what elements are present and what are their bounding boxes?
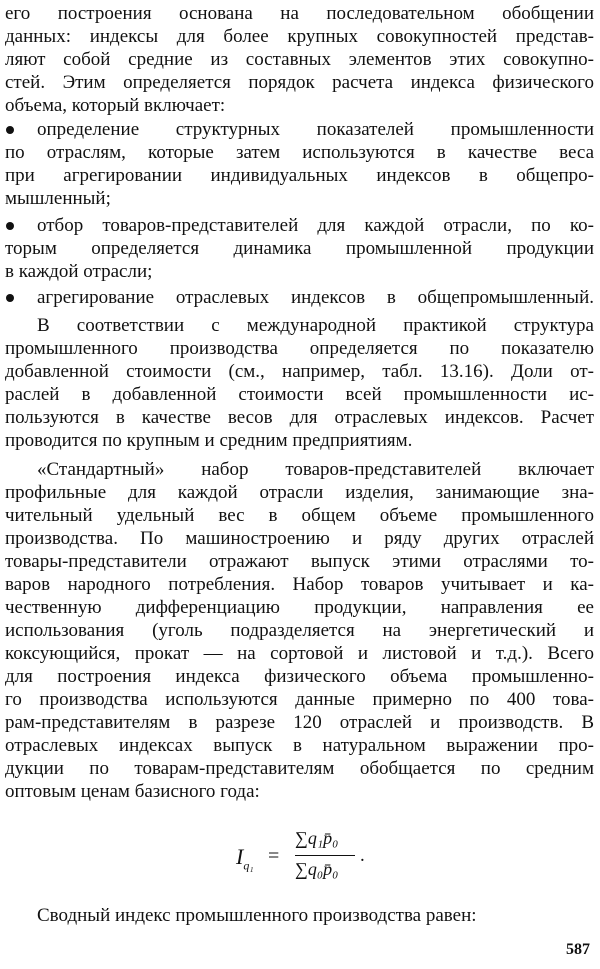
- paragraph-line: «Стандартный» набор товаров-представителей включает: [37, 459, 594, 480]
- bullet-dot: [6, 126, 14, 134]
- paragraph-line: производства. По машиностроению и ряду других отраслей: [5, 528, 594, 549]
- text-line: ляют собой средние из составных элементов этих совокупно-: [5, 49, 594, 70]
- bullet-line: в каждой отрасли;: [5, 261, 153, 282]
- bullet-line: при агрегировании индивидуальных индексов в общепро-: [5, 165, 594, 186]
- bullet-dot: [6, 222, 14, 230]
- paragraph-line: варов народного потребления. Набор товаров учитывает и ка-: [5, 574, 594, 595]
- paragraph-line: оптовым ценам базисного года:: [5, 781, 260, 802]
- text-line: стей. Этим определяется порядок расчета индекса физического: [5, 72, 594, 93]
- paragraph-line: промышленного производства определяется по показателю: [5, 338, 594, 359]
- bullet-line: определение структурных показателей промышленности: [37, 119, 594, 140]
- paragraph-line: для построения индекса физического объема промышленно-: [5, 666, 594, 687]
- formula-lhs: $I_{q_1}$: [236, 844, 254, 873]
- page-number: 587: [566, 941, 590, 958]
- paragraph-line: дукции по товарам-представителям обобщается по средним: [5, 758, 594, 779]
- closing-line: Сводный индекс промышленного производства равен:: [37, 905, 477, 926]
- text-line: его построения основана на последовательном обобщении: [5, 3, 594, 24]
- text-line: данных: индексы для более крупных совокупностей представ-: [5, 26, 594, 47]
- bullet-line: по отраслям, которые затем используются в качестве веса: [5, 142, 594, 163]
- bullet-line: агрегирование отраслевых индексов в общепромышленный.: [37, 287, 594, 308]
- paragraph-line: отраслевых индексах выпуск в натуральном выражении про-: [5, 735, 594, 756]
- bullet-dot: [6, 294, 14, 302]
- text-line: объема, который включает:: [5, 95, 226, 116]
- paragraph-line: В соответствии с международной практикой структура: [37, 315, 594, 336]
- paragraph-line: товары-представители отражают выпуск этими отраслями то-: [5, 551, 594, 572]
- paragraph-line: проводится по крупным и средним предприятиям.: [5, 430, 413, 451]
- paragraph-line: чительный удельный вес в общем объеме промышленного: [5, 505, 594, 526]
- formula-denominator: ∑q₀p̄₀: [295, 859, 339, 879]
- paragraph-line: коксующийся, прокат — на сортовой и листовой и т.д.). Всего: [5, 643, 594, 664]
- formula-equals: =: [268, 845, 280, 867]
- formula-numerator: ∑q₁p̄₀: [295, 828, 339, 848]
- paragraph-line: добавленной стоимости (см., например, табл. 13.16). Доли от-: [5, 361, 594, 382]
- index-formula: [228, 828, 388, 894]
- paragraph-line: раслей в добавленной стоимости всей промышленности ис-: [5, 384, 594, 405]
- fraction-bar: [295, 855, 355, 856]
- paragraph-line: го производства используются данные примерно по 400 това-: [5, 689, 594, 710]
- paragraph-line: использования (уголь подразделяется на энергетический и: [5, 620, 594, 641]
- paragraph-line: профильные для каждой отрасли изделия, занимающие зна-: [5, 482, 594, 503]
- formula-period: .: [360, 845, 365, 866]
- paragraph-line: чественную дифференциацию продукции, направления ее: [5, 597, 594, 618]
- paragraph-line: рам-представителям в разрезе 120 отраслей и производств. В: [5, 712, 594, 733]
- paragraph-line: пользуются в качестве весов для отраслевых индексов. Расчет: [5, 407, 594, 428]
- bullet-line: мышленный;: [5, 188, 111, 209]
- bullet-line: торым определяется динамика промышленной продукции: [5, 238, 594, 259]
- bullet-line: отбор товаров-представителей для каждой отрасли, по ко-: [37, 215, 594, 236]
